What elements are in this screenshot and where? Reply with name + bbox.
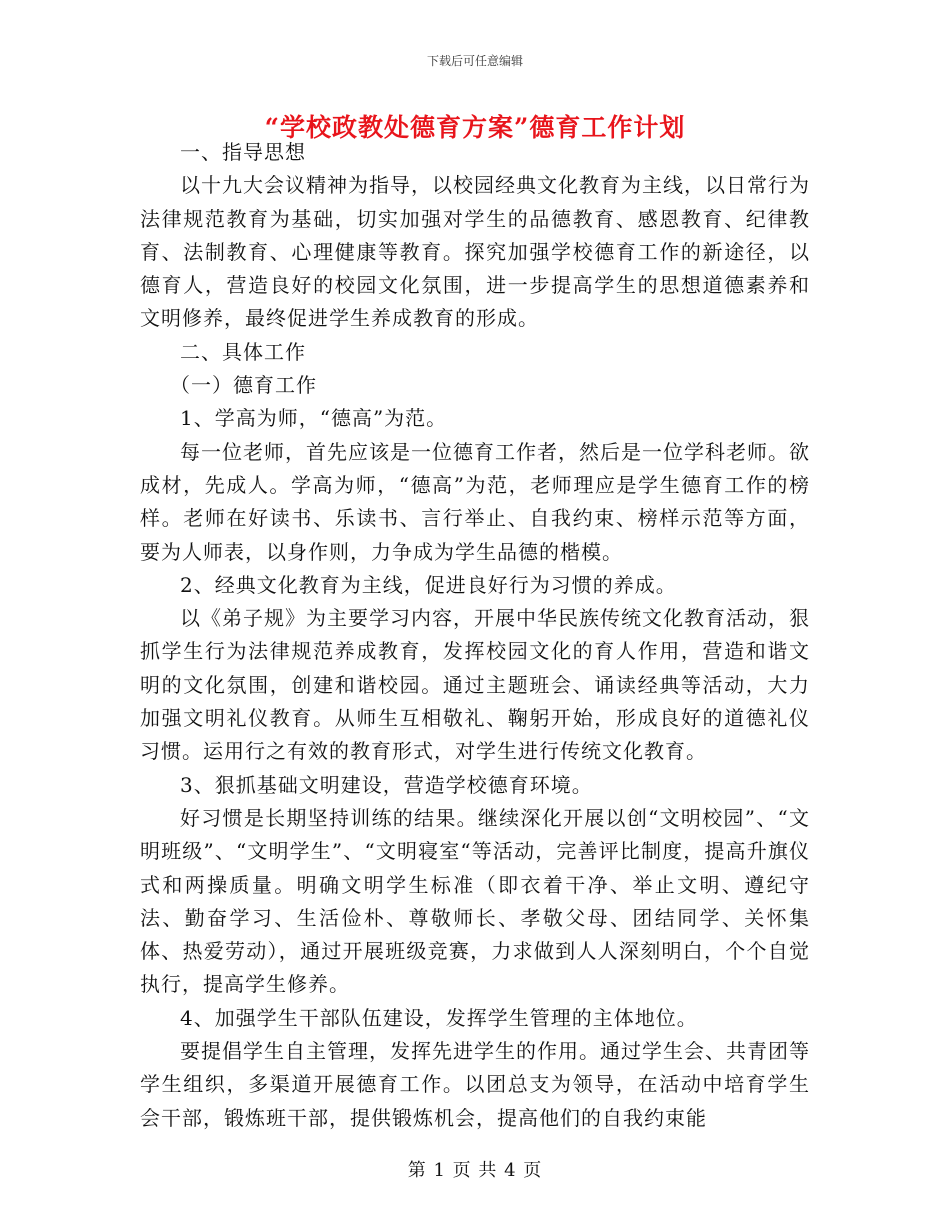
paragraph: 要提倡学生自主管理，发挥先进学生的作用。通过学生会、共青团等学生组织，多渠道开展德育工作。以团总支为领导，在活动中培育学生会干部，锻炼班干部，提供锻炼机会，提高他们的自我约束能 xyxy=(140,1039,810,1130)
item-heading-2: 2、经典文化教育为主线，促进良好行为习惯的养成。 xyxy=(180,572,677,597)
paragraph: 每一位老师，首先应该是一位德育工作者，然后是一位学科老师。欲成材，先成人。学高为师，“德高”为范，老师理应是学生德育工作的榜样。老师在好读书、乐读书、言行举止、自我约束、榜样示范等方面，要为人师表，以身作则，力争成为学生品德的楷模。 xyxy=(140,439,810,564)
document-body xyxy=(140,136,810,1135)
section-heading-specific-work: 二、具体工作 xyxy=(180,339,306,364)
subsection-heading-moral-education: （一）德育工作 xyxy=(170,373,317,398)
item-heading-1: 1、学高为师，“德高”为范。 xyxy=(180,406,448,431)
paragraph: 好习惯是长期坚持训练的结果。继续深化开展以创“文明校园”、“文明班级”、“文明学生”、“文明寝室“等活动，完善评比制度，提高升旗仪式和两操质量。明确文明学生标准（即衣着干净、举止文明、遵纪守法、勤奋学习、生活俭朴、尊敬师长、孝敬父母、团结同学、关怀集体、热爱劳动），通过开展班级竞赛，力求做到人人深刻明白，个个自觉执行，提高学生修养。 xyxy=(140,805,810,997)
section-heading-guiding-ideology: 一、指导思想 xyxy=(180,140,306,164)
download-note: 下载后可任意编辑 xyxy=(426,54,523,68)
paragraph: 以十九大会议精神为指导，以校园经典文化教育为主线，以日常行为法律规范教育为基础，切实加强对学生的品德教育、感恩教育、纪律教育、法制教育、心理健康等教育。探究加强学校德育工作的新途径，以德育人，营造良好的校园文化氛围，进一步提高学生的思想道德素养和文明修养，最终促进学生养成教育的形成。 xyxy=(140,173,810,331)
document-title: “学校政教处德育方案”德育工作计划 xyxy=(264,113,686,142)
item-heading-4: 4、加强学生干部队伍建设，发挥学生管理的主体地位。 xyxy=(180,1005,698,1030)
item-heading-3: 3、狠抓基础文明建设，营造学校德育环境。 xyxy=(180,772,593,797)
paragraph: 以《弟子规》为主要学习内容，开展中华民族传统文化教育活动，狠抓学生行为法律规范养成教育，发挥校园文化的育人作用，营造和谐文明的文化氛围，创建和谐校园。通过主题班会、诵读经典等活动，大力加强文明礼仪教育。从师生互相敬礼、鞠躬开始，形成良好的道德礼仪习惯。运用行之有效的教育形式，对学生进行传统文化教育。 xyxy=(140,606,810,764)
page-number: 第 1 页 共 4 页 xyxy=(407,1160,543,1181)
